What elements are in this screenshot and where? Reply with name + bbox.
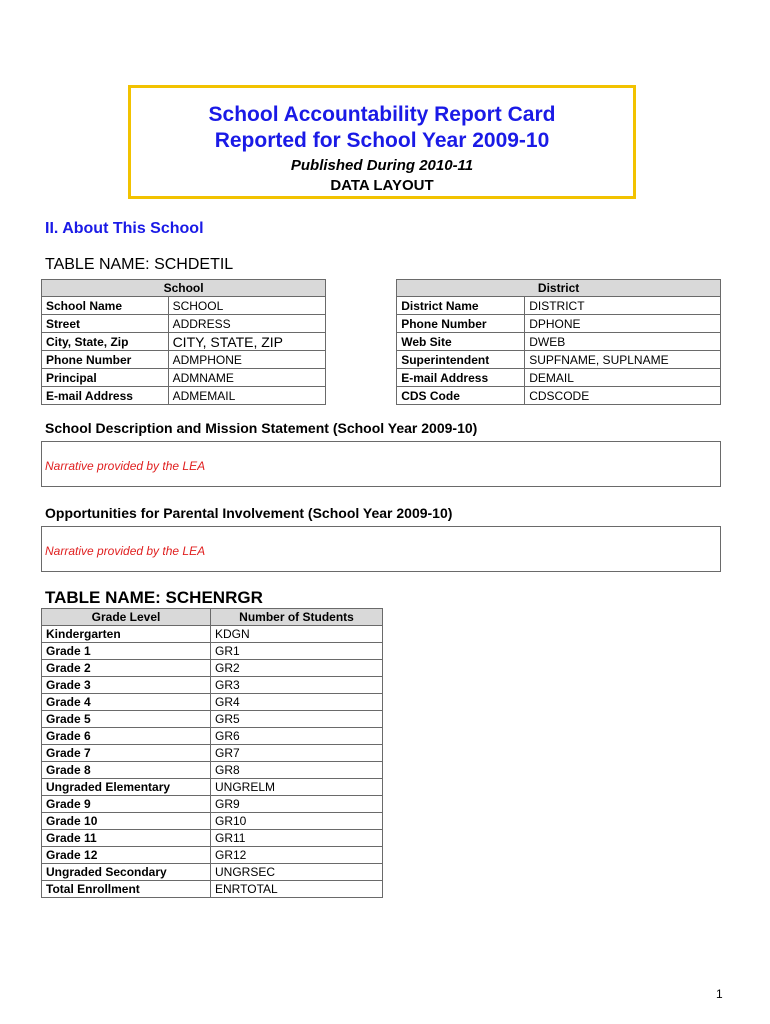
table-row [42,745,383,762]
student-count-cell: KDGN [211,626,383,643]
school-field-value: ADMNAME [168,369,326,387]
column-gap [326,351,397,369]
district-field-value: CDSCODE [525,387,721,405]
table-row [42,728,383,745]
table-row [42,694,383,711]
district-field-label: Web Site [397,333,525,351]
table-row [42,830,383,847]
district-field-label: E-mail Address [397,369,525,387]
column-gap [326,387,397,405]
table-row [42,779,383,796]
report-title: School Accountability Report Card [208,103,556,126]
parental-narrative-box [41,526,721,572]
grade-level-cell: Grade 1 [42,643,211,660]
parental-heading: Opportunities for Parental Involvement (School Year 2009-10) [45,505,453,521]
description-narrative: Narrative provided by the LEA [45,459,206,473]
district-field-label: District Name [397,297,525,315]
student-count-cell: GR6 [211,728,383,745]
school-field-label: School Name [42,297,169,315]
table-row [42,315,721,333]
district-field-label: CDS Code [397,387,525,405]
table-row [42,813,383,830]
district-field-value: DISTRICT [525,297,721,315]
report-subtitle: Reported for School Year 2009-10 [214,129,550,152]
column-gap [326,297,397,315]
table-row [42,762,383,779]
column-gap [326,280,397,297]
grade-level-cell: Total Enrollment [42,881,211,898]
student-count-cell: GR8 [211,762,383,779]
grade-level-cell: Grade 4 [42,694,211,711]
table-row [42,796,383,813]
student-count-cell: UNGRELM [211,779,383,796]
district-field-value: DEMAIL [525,369,721,387]
page-number: 1 [716,987,723,1001]
district-column-header: District [397,280,721,297]
number-of-students-header: Number of Students [211,609,383,626]
grade-level-cell: Ungraded Secondary [42,864,211,881]
column-gap [326,369,397,387]
school-field-label: Principal [42,369,169,387]
district-field-value: SUPFNAME, SUPLNAME [525,351,721,369]
table-row [42,351,721,369]
grade-level-cell: Grade 10 [42,813,211,830]
school-field-value: CITY, STATE, ZIP [168,333,326,351]
grade-level-cell: Grade 3 [42,677,211,694]
grade-level-cell: Grade 5 [42,711,211,728]
school-field-label: E-mail Address [42,387,169,405]
student-count-cell: GR2 [211,660,383,677]
school-detail-table [41,279,721,405]
school-field-value: ADMPHONE [168,351,326,369]
schdetil-table-name: TABLE NAME: SCHDETIL [45,256,234,273]
description-heading: School Description and Mission Statement (School Year 2009-10) [45,420,478,436]
student-count-cell: GR7 [211,745,383,762]
student-count-cell: GR12 [211,847,383,864]
grade-level-cell: Grade 9 [42,796,211,813]
school-column-header: School [42,280,326,297]
student-count-cell: GR9 [211,796,383,813]
table-header-row [42,609,383,626]
section-heading: II. About This School [45,220,204,237]
table-row [42,387,721,405]
student-count-cell: GR5 [211,711,383,728]
school-field-label: Street [42,315,169,333]
table-row [42,711,383,728]
table-row [42,333,721,351]
report-title-box [128,85,636,199]
school-field-value: SCHOOL [168,297,326,315]
schenrgr-table-name: TABLE NAME: SCHENRGR [45,588,263,607]
table-row [42,864,383,881]
table-header-row [42,280,721,297]
student-count-cell: GR10 [211,813,383,830]
enrollment-table [41,608,383,898]
published-line: Published During 2010-11 [290,157,474,174]
parental-narrative: Narrative provided by the LEA [45,544,206,558]
grade-level-header: Grade Level [42,609,211,626]
student-count-cell: UNGRSEC [211,864,383,881]
grade-level-cell: Grade 12 [42,847,211,864]
description-narrative-box [41,441,721,487]
grade-level-cell: Grade 2 [42,660,211,677]
grade-level-cell: Grade 8 [42,762,211,779]
district-field-label: Superintendent [397,351,525,369]
grade-level-cell: Grade 6 [42,728,211,745]
table-row [42,660,383,677]
student-count-cell: GR1 [211,643,383,660]
school-field-value: ADMEMAIL [168,387,326,405]
table-row [42,369,721,387]
school-field-label: City, State, Zip [42,333,169,351]
district-field-value: DPHONE [525,315,721,333]
student-count-cell: GR3 [211,677,383,694]
district-field-label: Phone Number [397,315,525,333]
grade-level-cell: Grade 7 [42,745,211,762]
table-row [42,677,383,694]
table-row [42,297,721,315]
table-row [42,847,383,864]
column-gap [326,315,397,333]
school-field-label: Phone Number [42,351,169,369]
grade-level-cell: Ungraded Elementary [42,779,211,796]
student-count-cell: ENRTOTAL [211,881,383,898]
district-field-value: DWEB [525,333,721,351]
table-row [42,626,383,643]
data-layout-label: DATA LAYOUT [330,177,434,194]
column-gap [326,333,397,351]
table-row [42,881,383,898]
grade-level-cell: Grade 11 [42,830,211,847]
student-count-cell: GR11 [211,830,383,847]
grade-level-cell: Kindergarten [42,626,211,643]
student-count-cell: GR4 [211,694,383,711]
school-field-value: ADDRESS [168,315,326,333]
table-row [42,643,383,660]
